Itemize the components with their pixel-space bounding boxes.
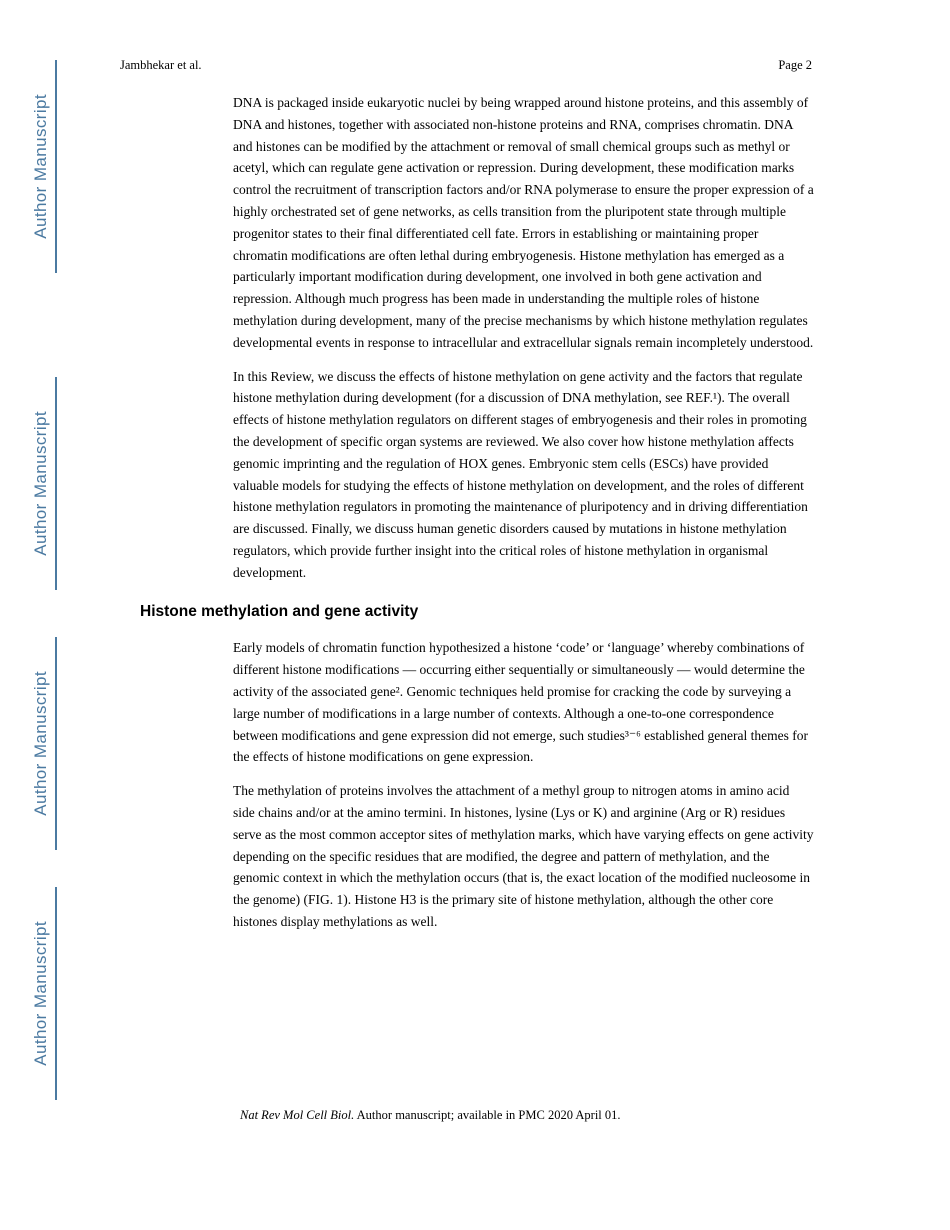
author-manuscript-watermark — [27, 60, 57, 273]
footer-citation-text: Author manuscript; available in PMC 2020 April 01. — [354, 1108, 621, 1122]
body-paragraph: In this Review, we discuss the effects of histone methylation on gene activity and the factors that regulate histone methylation during development (for a discussion of DNA methylation, see REF.¹). The overall effects of histone methylation regulators on different stages of embryogenesis and their roles in promoting the development of specific organ systems are reviewed. We also cover how histone methylation affects genomic imprinting and the regulation of HOX genes. Embryonic stem cells (ESCs) have provided valuable models for studying the effects of histone methylation on development, and the roles of different histone methylation regulators in promoting the maintenance of pluripotency and in driving differentiation are discussed. Finally, we discuss human genetic disorders caused by mutations in histone methylation regulators, which provide further insight into the critical roles of histone methylation in organismal development. — [233, 368, 808, 580]
author-manuscript-watermark — [27, 637, 57, 850]
body-paragraph: Early models of chromatin function hypothesized a histone ‘code’ or ‘language’ whereby combinations of different histone modifications — occurring either sequentially or simultaneously — would determine the activity of the associated gene². Genomic techniques held promise for cracking the code by surveying a large number of modifications in a large number of contexts. Although a one-to-one correspondence between modifications and gene expression did not emerge, such studies³⁻⁶ established general themes for the effects of histone modifications on gene expression. — [233, 640, 808, 765]
footer-journal-name: Nat Rev Mol Cell Biol. — [240, 1108, 355, 1122]
author-manuscript-label: Author Manuscript — [31, 921, 50, 1066]
page-number: Page 2 — [778, 58, 812, 72]
author-manuscript-label: Author Manuscript — [31, 94, 50, 239]
author-manuscript-watermark — [27, 377, 57, 590]
author-manuscript-label: Author Manuscript — [31, 411, 50, 556]
running-head-authors: Jambhekar et al. — [120, 58, 202, 72]
author-manuscript-watermark — [27, 887, 57, 1100]
footer-citation — [240, 1108, 621, 1123]
body-paragraph: DNA is packaged inside eukaryotic nuclei by being wrapped around histone proteins, and this assembly of DNA and histones, together with associated non-histone proteins and RNA, comprises chromatin. DNA and histones can be modified by the attachment or removal of small chemical groups such as methyl or acetyl, which can regulate gene activation or repression. During development, these modification marks control the recruitment of transcription factors and/or RNA polymerase to ensure the proper expression of a highly orchestrated set of gene networks, as cells transition from the pluripotent state through multiple progenitor states to their final differentiated cell fate. Errors in establishing or maintaining proper chromatin modifications are often lethal during embryogenesis. Histone methylation has emerged as a particularly important modification during development, one involved in both gene activation and repression. Although much progress has been made in understanding the multiple roles of histone methylation during development, many of the precise mechanisms by which histone methylation regulates developmental events in response to intracellular and extracellular signals remain incompletely understood. — [233, 95, 814, 350]
section-heading: Histone methylation and gene activity — [140, 602, 419, 620]
body-column — [140, 92, 814, 945]
running-header — [120, 58, 812, 73]
author-manuscript-label: Author Manuscript — [31, 671, 50, 816]
body-paragraph: The methylation of proteins involves the attachment of a methyl group to nitrogen atoms in amino acid side chains and/or at the amino termini. In histones, lysine (Lys or K) and arginine (Arg or R) residues serve as the most common acceptor sites of methylation marks, which have varying effects on gene activity depending on the specific residues that are modified, the degree and pattern of methylation, and the genomic context in which the methylation occurs (that is, the exact location of the modified nucleosome in the genome) (FIG. 1). Histone H3 is the primary site of histone methylation, although the other core histones display methylations as well. — [233, 783, 814, 929]
